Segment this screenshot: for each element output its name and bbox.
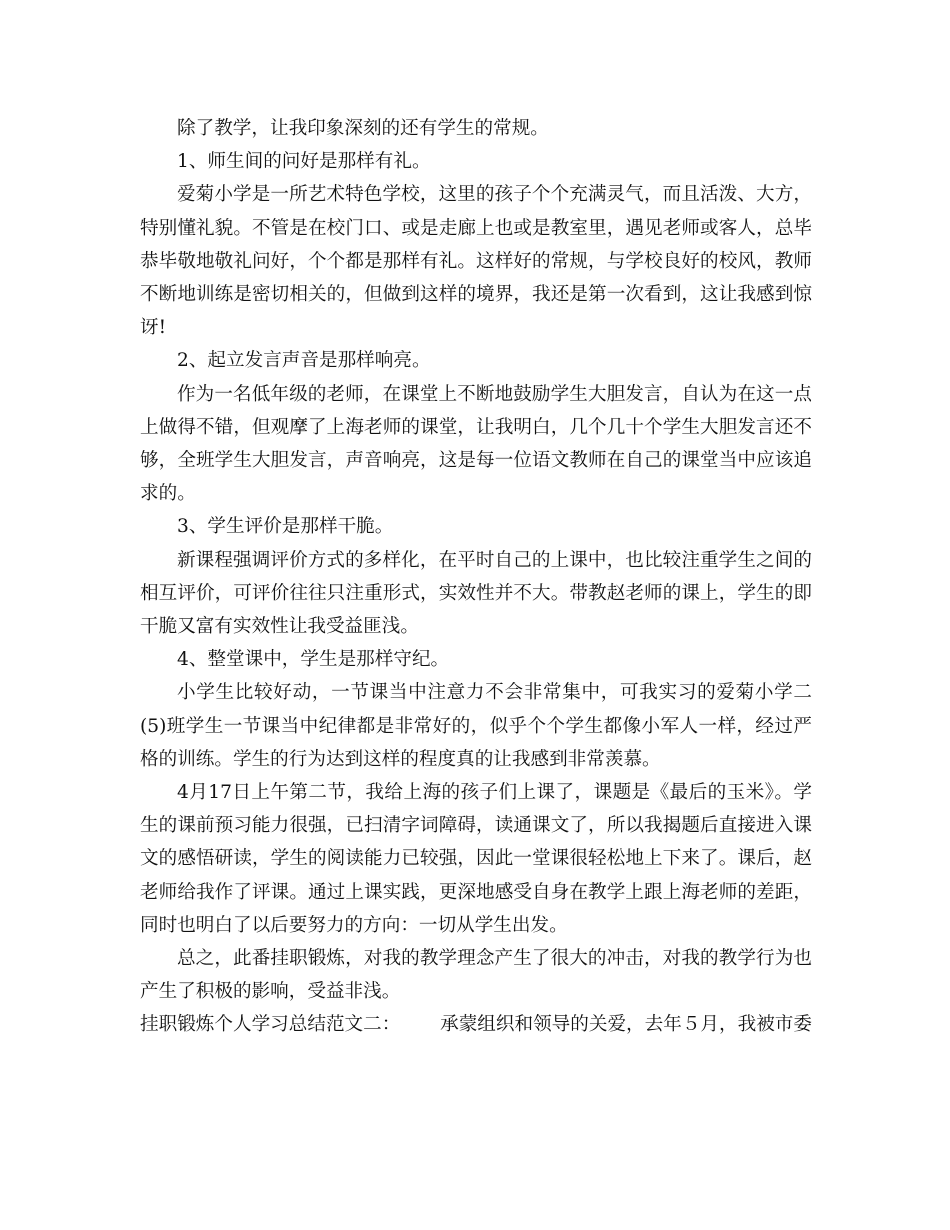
paragraph-intro: 除了教学，让我印象深刻的还有学生的常规。	[177, 118, 549, 139]
paragraph-discipline: 小学生比较好动，一节课当中注意力不会非常集中，可我实习的爱菊小学二(5)班学生一节课当中纪律都是非常好的，似乎个个学生都像小军人一样，经过严格的训练。学生的行为达到这样的程度真的让我感到非常羡慕。	[140, 682, 812, 770]
document-body	[140, 112, 812, 1042]
point-heading-3: 3、学生评价是那样干脆。	[177, 516, 394, 538]
paragraph-greeting: 爱菊小学是一所艺术特色学校，这里的孩子个个充满灵气，而且活泼、大方，特别懂礼貌。不管是在校门口、或是走廊上也或是教室里，遇见老师或客人，总毕恭毕敬地敬礼问好，个个都是那样有礼。这样好的常规，与学校良好的校风，教师不断地训练是密切相关的，但做到这样的境界，我还是第一次看到，这让我感到惊讶!	[140, 184, 812, 339]
paragraph-evaluation: 新课程强调评价方式的多样化，在平时自己的上课中，也比较注重学生之间的相互评价，可评价往往只注重形式，实效性并不大。带教赵老师的课上，学生的即干脆又富有实效性让我受益匪浅。	[140, 549, 812, 638]
final-line	[140, 1008, 812, 1041]
final-line-text: 承蒙组织和领导的关爱，去年５月，我被市委	[440, 1014, 812, 1036]
point-heading-2: 2、起立发言声音是那样响亮。	[177, 350, 431, 372]
paragraph-summary: 总之，此番挂职锻炼，对我的教学理念产生了很大的冲击，对我的教学行为也产生了积极的影响，受益非浅。	[140, 948, 812, 1003]
paragraph-speaking: 作为一名低年级的老师，在课堂上不断地鼓励学生大胆发言，自认为在这一点上做得不错，但观摩了上海老师的课堂，让我明白，几个几十个学生大胆发言还不够，全班学生大胆发言，声音响亮，这是每一位语文教师在自己的课堂当中应该追求的。	[140, 383, 812, 505]
paragraph-lesson: 4月17日上午第二节，我给上海的孩子们上课了，课题是《最后的玉米》。学生的课前预习能力很强，已扫清字词障碍，读通课文了，所以我揭题后直接进入课文的感悟研读，学生的阅读能力已较强，因此一堂课很轻松地上下来了。课后，赵老师给我作了评课。通过上课实践，更深地感受自身在教学上跟上海老师的差距，同时也明白了以后要努力的方向：一切从学生出发。	[140, 782, 812, 936]
point-heading-4: 4、整堂课中，学生是那样守纪。	[177, 649, 450, 671]
section-heading-example-two: 挂职锻炼个人学习总结范文二：	[140, 1014, 401, 1036]
point-heading-1: 1、师生间的问好是那样有礼。	[177, 151, 431, 173]
